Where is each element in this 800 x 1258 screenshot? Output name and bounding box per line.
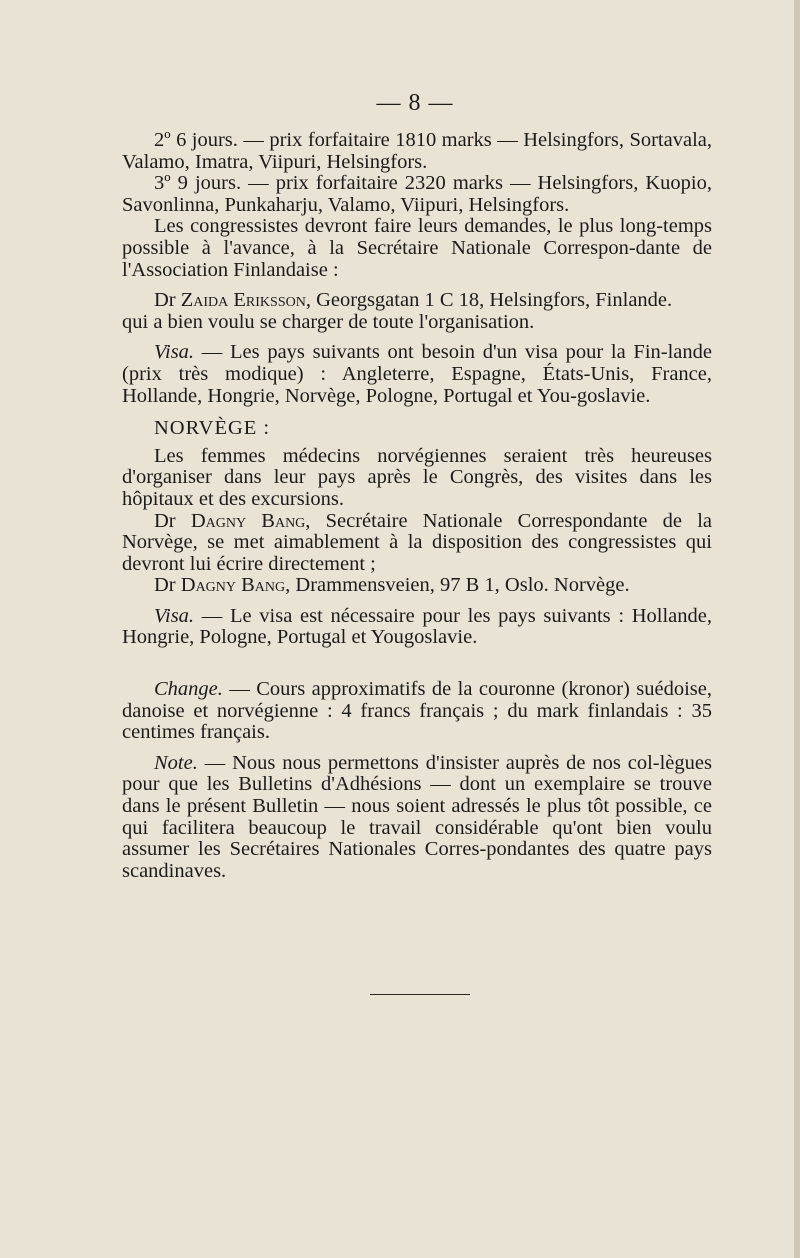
norway-address-text: , Drammensveien, 97 B 1, Oslo. Norvège. — [285, 574, 630, 597]
page-number: — 8 — — [376, 90, 454, 116]
tour-option-3: 3º 9 jours. — prix forfaitaire 2320 marks — Helsingfors, Kuopio, Savonlinna, Punkaharju, Valamo, Viipuri, Helsingfors. — [122, 172, 712, 216]
norway-address-prefix: Dr — [154, 574, 181, 597]
exchange-label: Change. — [154, 678, 223, 701]
norway-visa-label: Visa. — [154, 604, 195, 627]
finland-contact-note: qui a bien voulu se charger de toute l'organisation. — [122, 310, 535, 333]
norway-contact-role: , Secrétaire Nationale Correspondante de la Norvège, se met aimablement à la disposition des congressistes qui devront lui écrire directement ; — [122, 509, 712, 575]
note-paragraph — [122, 753, 712, 883]
page-edge — [794, 0, 800, 1258]
document-body — [122, 130, 712, 882]
norway-visa-paragraph — [122, 606, 712, 649]
norway-visa-text: — Le visa est nécessaire pour les pays suivants : Hollande, Hongrie, Pologne, Portugal et Yougoslavie. — [122, 604, 712, 649]
finland-contact-paragraph — [122, 290, 712, 312]
finland-visa-label: Visa. — [154, 341, 195, 364]
finland-contact-address: , Georgsgatan 1 C 18, Helsingfors, Finlande. — [305, 289, 673, 312]
finland-contact-name: Zaida Eriksson — [180, 289, 306, 312]
finland-request-paragraph: Les congressistes devront faire leurs demandes, le plus long-temps possible à l'avance, à la Secrétaire Nationale Correspon-dante de l'Association Finlandaise : — [122, 215, 712, 281]
norway-address-name: Dagny Bang — [180, 574, 286, 597]
norway-contact-prefix: Dr — [154, 509, 191, 532]
norway-address-paragraph — [122, 575, 712, 597]
note-label: Note. — [154, 751, 198, 774]
finland-contact-prefix: Dr — [154, 289, 181, 312]
norway-intro-paragraph: Les femmes médecins norvégiennes seraient très heureuses d'organiser dans leur pays après le Congrès, des visites dans les hôpitaux et des excursions. — [122, 444, 712, 510]
norway-contact-paragraph — [122, 511, 712, 576]
closing-rule — [370, 994, 470, 995]
exchange-paragraph — [122, 679, 712, 744]
tour-option-2: 2º 6 jours. — prix forfaitaire 1810 marks — Helsingfors, Sortavala, Valamo, Imatra, Viipuri, Helsingfors. — [122, 129, 712, 173]
exchange-text: — Cours approximatifs de la couronne (kronor) suédoise, danoise et norvégienne : 4 francs français ; du mark finlandais : 35 centimes français. — [122, 678, 712, 744]
finland-visa-paragraph — [122, 342, 712, 407]
norway-contact-name: Dagny Bang — [190, 509, 306, 532]
norway-heading: NORVÈGE : — [154, 417, 271, 440]
finland-visa-text: — Les pays suivants ont besoin d'un visa pour la Fin-lande (prix très modique) : Angleterre, Espagne, États-Unis, France, Hollande, Hongrie, Norvège, Pologne, Portugal et You-goslavie. — [122, 341, 712, 407]
note-text: — Nous nous permettons d'insister auprès de nos col-lègues pour que les Bulletins d'Adhésions — dont un exemplaire se trouve dans le présent Bulletin — nous soient adressés le plus tôt possible, ce qui facilitera beaucoup le travail considérable qu'ont bien voulu assumer les Secrétaires Nationales Corres-pondantes des quatre pays scandinaves. — [122, 751, 712, 882]
